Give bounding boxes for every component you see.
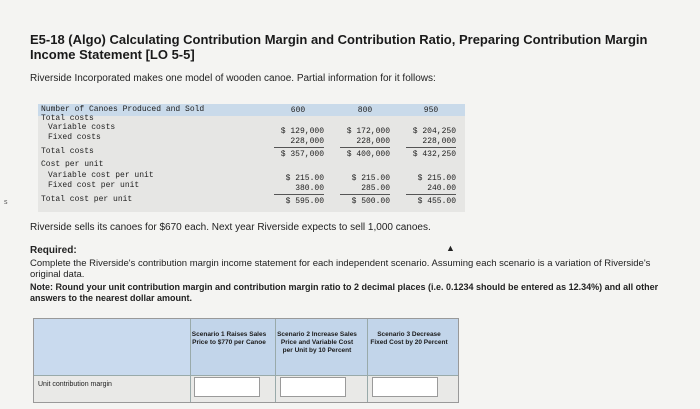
row-label: Total cost per unit — [41, 195, 133, 204]
header-label: Number of Canoes Produced and Sold — [41, 105, 205, 114]
partial-info-table — [38, 104, 465, 212]
col-950: 950 — [423, 106, 439, 115]
cell: 228,000 — [422, 137, 456, 146]
problem-title: E5-18 (Algo) Calculating Contribution Margin and Contribution Ratio, Preparing Contribution Margin Income Statement [LO 5-5] — [30, 32, 648, 62]
scenario-3-header: Scenario 3 Decrease Fixed Cost by 20 Percent — [370, 331, 448, 346]
cell: $ 432,250 — [412, 150, 456, 159]
cell: 240.00 — [427, 184, 456, 193]
cell: $ 400,000 — [346, 150, 390, 159]
row-label: Variable costs — [48, 123, 116, 132]
column-divider — [367, 319, 368, 402]
scenario-1-header: Scenario 1 Raises Sales Price to $770 per Canoe — [191, 331, 267, 346]
cell: $ 215.00 — [285, 174, 324, 183]
cell: $ 204,250 — [412, 127, 456, 136]
cell: $ 215.00 — [417, 174, 456, 183]
scenario-2-header: Scenario 2 Increase Sales Price and Variable Cost per Unit by 10 Percent — [277, 331, 357, 354]
row-label: Fixed cost per unit — [48, 181, 140, 190]
required-heading: Required: — [30, 245, 77, 256]
answer-table — [33, 318, 459, 403]
cell: $ 357,000 — [280, 150, 324, 159]
cell: 380.00 — [295, 184, 324, 193]
subtotal-line — [340, 147, 390, 148]
cell: $ 215.00 — [351, 174, 390, 183]
col-600: 600 — [290, 106, 306, 115]
scenario-3-unit-cm-input[interactable] — [372, 377, 438, 397]
col-800: 800 — [357, 106, 373, 115]
column-divider — [190, 319, 191, 402]
cell: $ 172,000 — [346, 127, 390, 136]
cell: 228,000 — [290, 137, 324, 146]
intro-text: Riverside Incorporated makes one model of wooden canoe. Partial information for it follows: — [30, 73, 436, 84]
rounding-note: Note: Round your unit contribution margin and contribution margin ratio to 2 decimal places (i.e. 0.1234 should be entered as 12.34%) and all other answers to the nearest dollar amount. — [30, 282, 659, 303]
required-text: Complete the Riverside's contribution margin income statement for each independent scenario. Assuming each scenario is a variation of Riverside's original data. — [30, 258, 651, 280]
scenario-2-unit-cm-input[interactable] — [280, 377, 346, 397]
row-label: Total costs — [41, 147, 94, 156]
cell: $ 595.00 — [285, 197, 324, 206]
answer-header-blank — [34, 319, 190, 375]
subtotal-line — [274, 194, 324, 195]
row-label: Cost per unit — [41, 160, 104, 169]
cell: 228,000 — [356, 137, 390, 146]
unit-contribution-margin-label: Unit contribution margin — [38, 381, 112, 388]
sell-price-text: Riverside sells its canoes for $670 each. Next year Riverside expects to sell 1,000 canoes. — [30, 222, 431, 233]
side-mark: s — [4, 199, 8, 206]
cell: $ 455.00 — [417, 197, 456, 206]
row-label: Fixed costs — [48, 133, 101, 142]
subtotal-line — [340, 194, 390, 195]
row-divider — [34, 375, 458, 376]
row-label: Variable cost per unit — [48, 171, 154, 180]
column-divider — [275, 319, 276, 402]
cell: $ 500.00 — [351, 197, 390, 206]
subtotal-line — [406, 147, 456, 148]
scenario-1-unit-cm-input[interactable] — [194, 377, 260, 397]
cell: $ 129,000 — [280, 127, 324, 136]
cursor-icon: ▲ — [446, 243, 455, 253]
row-label: Total costs — [41, 114, 94, 123]
subtotal-line — [406, 194, 456, 195]
cell: 285.00 — [361, 184, 390, 193]
subtotal-line — [274, 147, 324, 148]
